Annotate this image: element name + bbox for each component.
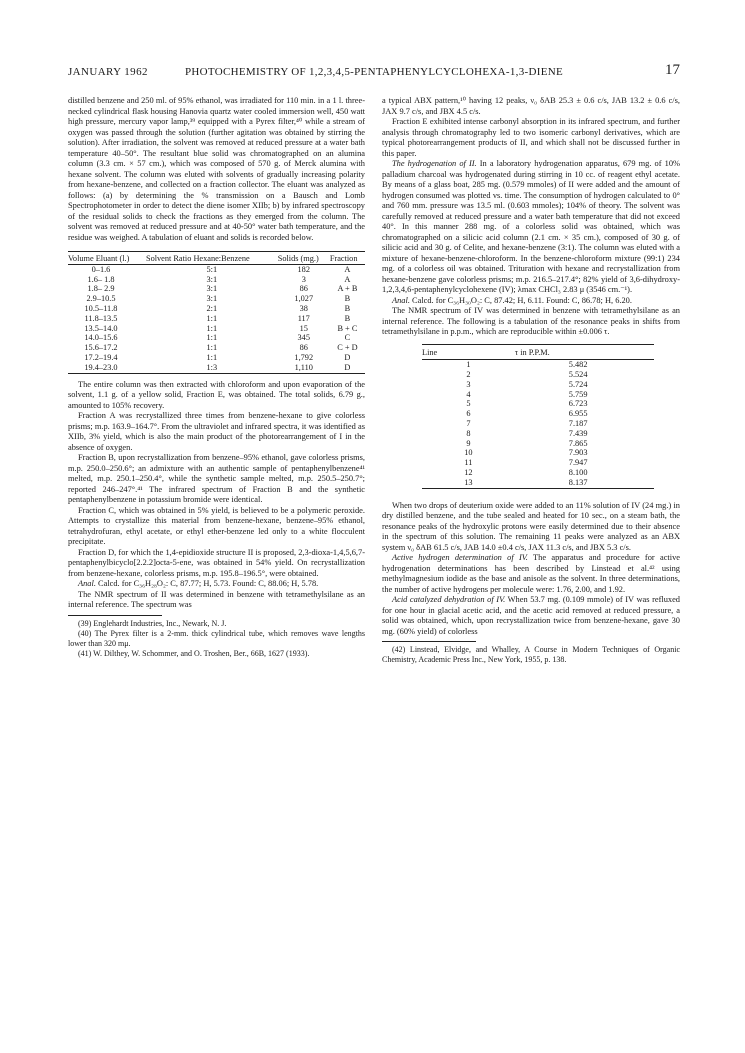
- table-row: [422, 390, 654, 400]
- table-cell: 7.947: [568, 458, 588, 468]
- paragraph: distilled benzene and 250 ml. of 95% ethanol, was irradiated for 110 min. in a 1 l. three-necked cylindrical flask housing Hanovia quartz water cooled immersion well, 450 watt high pressure, mercury vapor lamp,³⁹ equipped with a Pyrex filter,⁴⁰ while a stream of oxygen was passed through the solution (further agitation was obtained by stirring the solution). After irradiation, the solvent was removed at reduced pressure at a water bath temperature 40–50°. The resultant blue solid was chromatographed on an alumina column (3.3 cm. × 57 cm.), which was composed of 570 g. of Merck alumina with hexane solvent. The column was eluted with solvents of gradually increasing polarity from hexane-benzene, and collected on a fraction collector. The eluant was analyzed as follows: (a) by determining the % transmission on a Bausch and Lomb Spectrophotometer in order to detect the diene isomer XIIb; b) by infrared spectroscopy of the residual solids to check the fractions as they emerged from the column. The solvent was removed at reduced pressure and at 40-50° water bath temperature, and the residue was weighed. A tabulation of eluant and solids is recorded below.: [68, 96, 365, 242]
- table-cell: 7: [466, 419, 471, 429]
- table-cell: 7.865: [568, 438, 588, 448]
- table-header-row: [68, 252, 365, 265]
- table-cell: 9: [466, 438, 471, 448]
- table-cell: 3:1: [206, 284, 218, 294]
- table-cell: 7.903: [568, 448, 588, 458]
- table-cell: 6.723: [568, 399, 588, 409]
- table-cell: 7.187: [568, 419, 588, 429]
- table-cell: 5.759: [568, 389, 588, 399]
- table-cell: 3: [301, 274, 306, 284]
- analysis-text: Calcd. for C₃₆H₃₀O₂: C, 87.42; H, 6.11. Found: C, 86.78; H, 6.20.: [412, 295, 632, 305]
- section-label: The hydrogenation of II.: [392, 159, 477, 168]
- nmr-table: [422, 344, 654, 489]
- table-cell: 6.955: [568, 409, 588, 419]
- table-cell: 86: [299, 343, 308, 353]
- table-cell: D: [344, 352, 351, 362]
- table-cell: 3: [466, 379, 471, 389]
- table-cell: 8.137: [568, 477, 588, 487]
- table-cell: 1:1: [206, 333, 218, 343]
- table-row: [422, 468, 654, 478]
- table-cell: 1: [466, 360, 471, 370]
- table-cell: 5.524: [568, 370, 588, 380]
- analysis-paragraph: [68, 579, 365, 590]
- table-row: [422, 429, 654, 439]
- table-row: [68, 294, 365, 304]
- table-header-row: [422, 344, 654, 360]
- table-cell: 1.6– 1.8: [87, 274, 115, 284]
- table-row: [68, 343, 365, 353]
- elution-table: [68, 251, 365, 374]
- header-fraction: Fraction: [330, 252, 365, 265]
- table-cell: 0–1.6: [91, 264, 111, 274]
- header-solids: Solids (mg.): [278, 252, 330, 265]
- table-cell: 11: [464, 458, 473, 468]
- table-cell: 15: [299, 323, 308, 333]
- table-cell: 1,792: [294, 352, 314, 362]
- header-date: JANUARY 1962: [68, 66, 148, 78]
- section-paragraph: [382, 159, 680, 296]
- analysis-paragraph: [382, 296, 680, 307]
- paragraph: The NMR spectrum of II was determined in benzene with tetramethylsilane as an internal reference. The spectrum was: [68, 589, 365, 610]
- table-cell: A + B: [337, 284, 358, 294]
- nmr-table-body: [422, 360, 654, 488]
- table-cell: 10: [464, 448, 473, 458]
- table-cell: B: [344, 303, 351, 313]
- table-cell: 2: [466, 370, 471, 380]
- table-cell: B: [344, 313, 351, 323]
- table-cell: 8.100: [568, 468, 588, 478]
- table-cell: 7.439: [568, 428, 588, 438]
- footnote-41: (41) W. Dilthey, W. Schommer, and O. Troshen, Ber., 66B, 1627 (1933).: [78, 648, 310, 658]
- section-label: Acid catalyzed dehydration of IV.: [392, 595, 506, 605]
- header-solvent-ratio: Solvent Ratio Hexane:Benzene: [146, 252, 278, 265]
- section-paragraph: [382, 553, 680, 595]
- left-column: [68, 96, 365, 659]
- table-cell: 1,110: [294, 362, 313, 372]
- table-cell: 2.9–10.5: [86, 294, 116, 304]
- section-label: Active hydrogen determination of IV.: [392, 553, 528, 563]
- footnote-42: (42) Linstead, Elvidge, and Whalley, A Course in Modern Techniques of Organic Chemistry, Academic Press Inc., New York, 1955, p. 138.: [382, 645, 680, 665]
- table-row: [68, 333, 365, 343]
- table-cell: A: [344, 264, 351, 274]
- paragraph: Fraction D, for which the 1,4-epidioxide structure II is proposed, 2,3-dioxa-1,4,5,6,7-pentaphenylbicyclo[2.2.2]octa-5-ene, was obtained in 54% yield. On recrystallization from benzene-hexane, colorless prisms, m.p. 195.8–196.5°, were obtained.: [68, 547, 365, 578]
- table-row: [68, 363, 365, 373]
- table-cell: 5.724: [568, 379, 588, 389]
- table-cell: 13: [464, 477, 473, 487]
- paragraph: Fraction C, which was obtained in 5% yield, is believed to be a polymeric peroxide. Attempts to crystallize this material from benzene-hexane, benzene–95% ethanol, tetrahydrofuran, ethyl acetate, or ethyl ether-benzene led only to a white flocculent precipitate.: [68, 505, 365, 547]
- table-cell: 1:1: [206, 323, 218, 333]
- header-title: PHOTOCHEMISTRY OF 1,2,3,4,5-PENTAPHENYLCYCLOHEXA-1,3-DIENE: [185, 66, 563, 78]
- table-cell: 38: [299, 303, 308, 313]
- table-cell: 182: [297, 264, 310, 274]
- table-cell: 1,027: [294, 294, 314, 304]
- table-cell: 10.5–11.8: [84, 303, 118, 313]
- table-cell: 3:1: [206, 294, 218, 304]
- table-row: [422, 439, 654, 449]
- table-cell: 5: [466, 399, 471, 409]
- table-cell: 345: [297, 333, 310, 343]
- table-cell: 1.8– 2.9: [87, 284, 115, 294]
- table-cell: C: [344, 333, 351, 343]
- paragraph: When two drops of deuterium oxide were added to an 11% solution of IV (24 mg.) in dry distilled benzene, and the tube sealed and heated for 10 sec., on a steam bath, the resonance peaks of the hydroxylic protons were easily determined due to their absence in the spectrum of this solution. The remaining 11 peaks were analyzed as an ABX system ν₀ δAB 61.5 c/s, JAB 14.0 ±0.4 c/s, JAX 11.3 c/s, and JBX 5.3 c/s.: [382, 500, 680, 552]
- table-cell: 5:1: [206, 264, 218, 274]
- table-row: [68, 284, 365, 294]
- table-row: [68, 324, 365, 334]
- table-row: [68, 264, 365, 274]
- table-row: [422, 370, 654, 380]
- table-row: [422, 448, 654, 458]
- section-text: When 53.7 mg. (0.109 mmole) of IV was refluxed for one hour in glacial acetic acid, and the acetic acid removed at reduced pressure, a solid was obtained, which, upon recrystallization twice from benzene-hexane, gave 30 mg. (60% yield) of colorless: [382, 595, 680, 636]
- table-cell: 11.8–13.5: [84, 313, 118, 323]
- paragraph: Fraction E exhibited intense carbonyl absorption in its infrared spectrum, and further analysis through chromatography led to two isomeric carbonyl derivatives, which are typical photorearrangement products of II, and which shall not be discussed further in this paper.: [382, 117, 680, 158]
- table-cell: 117: [297, 313, 310, 323]
- paragraph: Fraction B, upon recrystallization from benzene–95% ethanol, gave colorless prisms, m.p. 250.0–250.6°; an admixture with an authentic sample of pentaphenylbenzene⁴¹ melted, m.p. 250.1–250.4°, while the synthetic sample melted, m.p. 250.5–250.7°; reported 246–247°.⁴¹ The infrared spectrum of Fraction B and the synthetic pentaphenylbenzene in potassium bromide were identical.: [68, 453, 365, 505]
- table-cell: C + D: [337, 343, 358, 353]
- table-row: [68, 275, 365, 285]
- paragraph: a typical ABX pattern,¹⁰ having 12 peaks, ν₀ δAB 25.3 ± 0.6 c/s, JAB 13.2 ± 0.6 c/s, JAX 9.7 c/s, and JBX 4.5 c/s.: [382, 96, 680, 116]
- running-header: [68, 62, 680, 82]
- table-row: [422, 458, 654, 468]
- table-cell: B: [344, 294, 351, 304]
- table-cell: 1:1: [206, 343, 218, 353]
- table-cell: 6: [466, 409, 471, 419]
- table-cell: B + C: [337, 323, 358, 333]
- footnote-rule: [382, 641, 476, 642]
- table-cell: 8: [466, 428, 471, 438]
- header-volume: Volume Eluant (l.): [68, 252, 146, 265]
- table-cell: 4: [466, 389, 471, 399]
- elution-table-body: [68, 264, 365, 373]
- table-row: [422, 478, 654, 488]
- right-column: [382, 96, 680, 665]
- table-cell: 1:3: [206, 362, 218, 372]
- section-text: The apparatus and procedure for active hydrogenation determinations has been described by Linstead et al.⁴² using methylmagnesium iodide as the base and anisole as the solvent. In three determinations, the number of active hydrogens per molecule were: 1.76, 2.00, and 1.92.: [382, 553, 680, 594]
- section-text: In a laboratory hydrogenation apparatus, 679 mg. of 10% palladium charcoal was hydrogenated during stirring in 10 cc. of reagent ethyl acetate. By means of a glass boat, 285 mg. (0.579 mmoles) of II were added and the amount of hydrogen consumed was plotted vs. time. The consumption of hydrogen calculated to 0° and 760 mm. pressure was 13.5 ml. (0.603 mmoles); 104% of theory. The solvent was carefully removed at reduced pressure and a water bath temperature that did not exceed 40°. In this manner 288 mg. of a colorless solid was obtained, which was chromatographed on a silicic acid column (2.1 cm. × 35 cm.), composed of 30 g. of silicic acid and 30 g. of Celite, and hexane-benzene (3:1). The column was eluted with a mixture of hexane-benzene-chloroform. In the benzene-chloroform mixture (99:1) 234 mg. of a colorless oil was obtained. Trituration with hexane and recrystallization from hexane-benzene gave colorless prisms; m.p. 216.5–217.4°; 82% yield of 3,6-dihydroxy-1,2,3,4,6-pentaphenylcyclohexene (IV); λmax CHCl₃ 2.83 μ (3546 cm.⁻¹).: [382, 159, 681, 294]
- table-cell: 12: [464, 468, 473, 478]
- table-cell: 14.0–15.6: [84, 333, 118, 343]
- table-cell: D: [344, 362, 351, 372]
- table-cell: 19.4–23.0: [84, 362, 118, 372]
- table-cell: 1:1: [206, 352, 218, 362]
- paragraph: Fraction A was recrystallized three times from benzene-hexane to give colorless prisms; m.p. 163.9–164.7°. From the ultraviolet and infrared spectra, it was identified as XIIb, 3% yield, which is also the main product of the photorearrangement of I in the absence of oxygen.: [68, 411, 365, 452]
- section-paragraph: [382, 595, 680, 637]
- table-row: [422, 380, 654, 390]
- table-row: [422, 360, 654, 370]
- table-cell: 3:1: [206, 274, 218, 284]
- paragraph: The entire column was then extracted with chloroform and upon evaporation of the solvent, 1.1 g. of a yellow solid, Fraction E, was obtained. The total solids, 6.79 g., amounted to 105% recovery.: [68, 379, 365, 410]
- footnote-40: (40) The Pyrex filter is a 2-mm. thick cylindrical tube, which removes wave lengths lower than 320 mμ.: [68, 628, 365, 648]
- analysis-label: Anal.: [78, 579, 96, 589]
- table-cell: A: [344, 274, 351, 284]
- footnote-rule: [68, 615, 162, 616]
- table-row: [422, 399, 654, 409]
- table-cell: 1:1: [206, 313, 218, 323]
- analysis-text: Calcd. for C₃₆H₂₈O₂: C, 87.77; H, 5.73. Found: C, 88.06; H, 5.78.: [98, 579, 319, 589]
- analysis-label: Anal.: [392, 295, 410, 305]
- header-line: Line: [422, 344, 515, 360]
- table-cell: 86: [299, 284, 308, 294]
- page-number: 17: [665, 62, 680, 78]
- table-cell: 2:1: [206, 303, 218, 313]
- table-cell: 5.482: [568, 360, 588, 370]
- table-row: [422, 409, 654, 419]
- table-row: [68, 314, 365, 324]
- table-cell: 15.6–17.2: [84, 343, 118, 353]
- table-row: [68, 304, 365, 314]
- table-cell: 17.2–19.4: [84, 352, 118, 362]
- table-row: [422, 419, 654, 429]
- paragraph: The NMR spectrum of IV was determined in benzene with tetramethylsilane as an internal reference. The following is a tabulation of the resonance peaks in shifts from tetramethylsilane in p.p.m., which are reproducible within ±0.006 τ.: [382, 306, 680, 336]
- header-tau: τ in P.P.M.: [515, 344, 654, 360]
- table-row: [68, 353, 365, 363]
- table-cell: 13.5–14.0: [84, 323, 118, 333]
- footnote-39: (39) Englehardt Industries, Inc., Newark, N. J.: [78, 618, 227, 628]
